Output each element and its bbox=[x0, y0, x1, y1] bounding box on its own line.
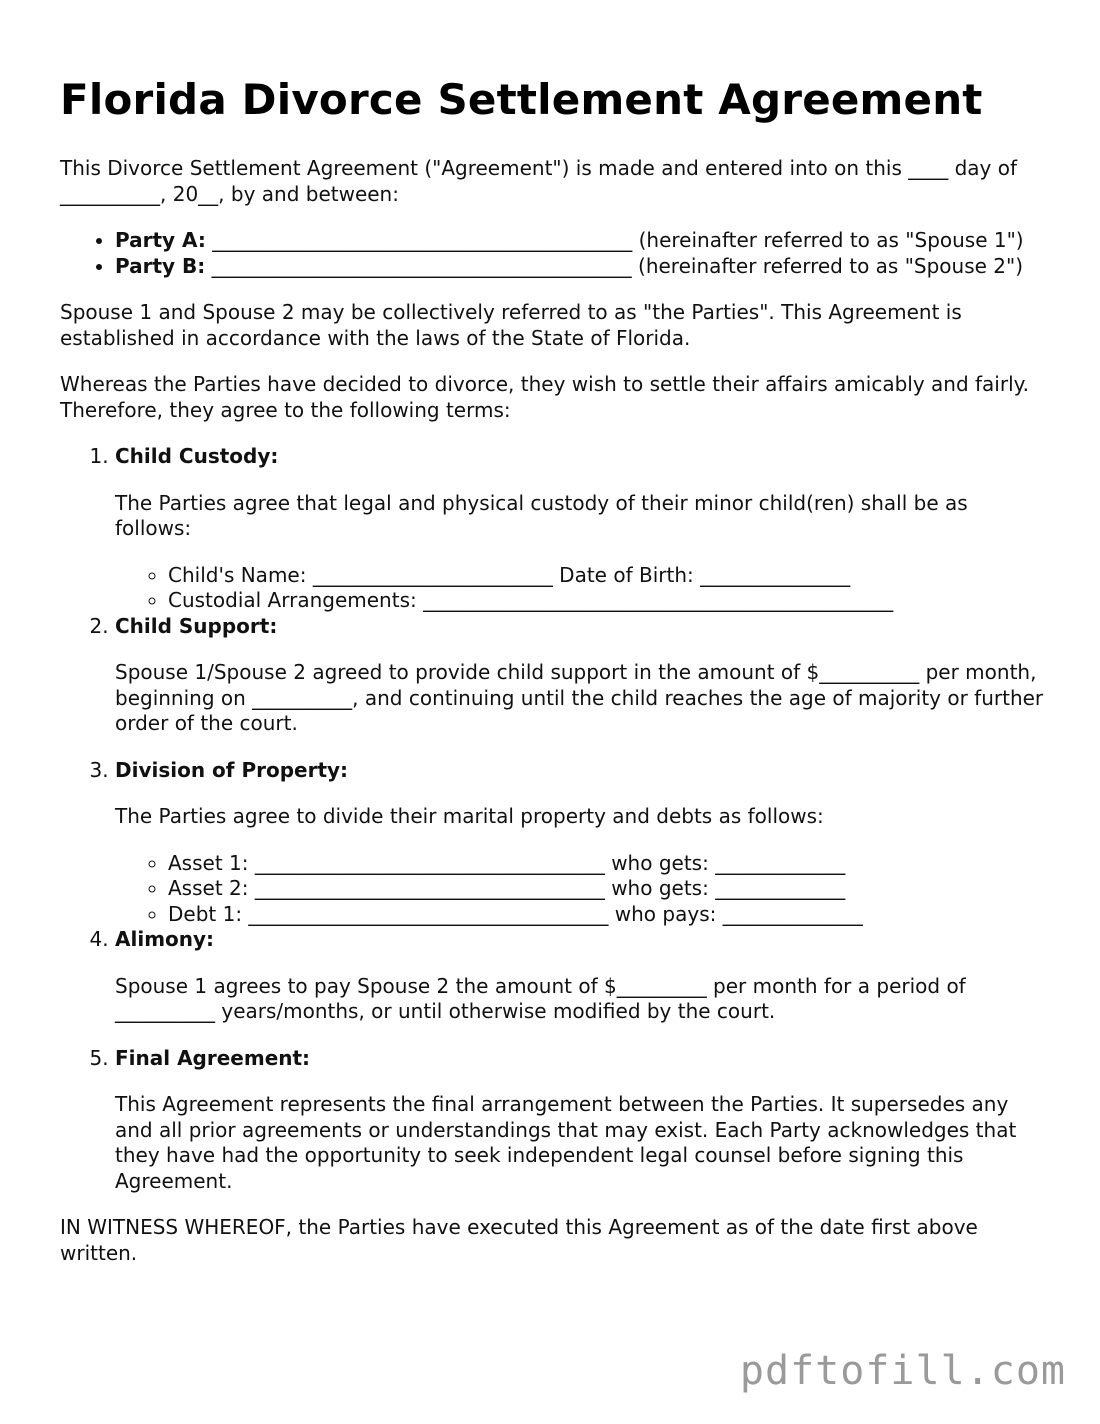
property-fields-list bbox=[115, 851, 1045, 928]
property-field-debt-1: ◦ Debt 1: ____________________________________ who pays: ______________ bbox=[168, 902, 1045, 928]
term-division-property bbox=[115, 758, 1045, 928]
property-field-asset-1: ◦ Asset 1: ___________________________________ who gets: _____________ bbox=[168, 851, 1045, 877]
party-b-text: __________________________________________ (hereinafter referred to as "Spouse 2") bbox=[205, 253, 1024, 278]
term-text-division-property: The Parties agree to divide their marital property and debts as follows: bbox=[115, 804, 824, 828]
document-page bbox=[60, 72, 1045, 1287]
term-title-child-support: 2. Child Support: bbox=[115, 613, 278, 638]
property-field-asset-2: ◦ Asset 2: ___________________________________ who gets: _____________ bbox=[168, 876, 1045, 902]
term-final-agreement bbox=[115, 1046, 1045, 1195]
intro-paragraph: This Divorce Settlement Agreement ("Agreement") is made and entered into on this ____ day of __________, 20__, by and between: bbox=[60, 156, 1018, 206]
whereas-paragraph: Whereas the Parties have decided to divorce, they wish to settle their affairs amicably and fairly. Therefore, they agree to the following terms: bbox=[60, 372, 1029, 422]
term-text-child-support: Spouse 1/Spouse 2 agreed to provide child support in the amount of $__________ per month, beginning on __________, and continuing until the child reaches the age of majority or further order of the court. bbox=[115, 660, 1044, 735]
term-title-division-property: 3. Division of Property: bbox=[115, 757, 349, 782]
custody-fields-list bbox=[115, 563, 1045, 614]
witness-paragraph: IN WITNESS WHEREOF, the Parties have executed this Agreement as of the date first above written. bbox=[60, 1215, 978, 1265]
watermark-text: pdftofill.com bbox=[739, 1348, 1066, 1394]
term-text-alimony: Spouse 1 agrees to pay Spouse 2 the amount of $_________ per month for a period of __________ years/months, or until otherwise modified by the court. bbox=[115, 973, 966, 1023]
term-title-alimony: 4. Alimony: bbox=[115, 927, 215, 951]
term-child-support bbox=[115, 614, 1045, 737]
party-b-item bbox=[115, 254, 1045, 280]
custody-field-arrangements: ◦ Custodial Arrangements: _______________________________________________ bbox=[168, 588, 1045, 614]
party-a-text: __________________________________________ (hereinafter referred to as "Spouse 1") bbox=[205, 228, 1024, 252]
party-a-item bbox=[115, 228, 1045, 254]
term-text-child-custody: The Parties agree that legal and physical custody of their minor child(ren) shall be as follows: bbox=[115, 490, 968, 540]
term-title-child-custody: 1. Child Custody: bbox=[115, 444, 279, 468]
term-alimony bbox=[115, 927, 1045, 1025]
term-text-final-agreement: This Agreement represents the final arrangement between the Parties. It supersedes any and all prior agreements or understandings that may exist. Each Party acknowledges that they have had the opportunity to seek independent legal counsel before signing this Agreement. bbox=[115, 1092, 1017, 1193]
term-title-final-agreement: 5. Final Agreement: bbox=[115, 1045, 311, 1070]
party-b-label: Party B: bbox=[115, 253, 206, 278]
custody-field-child-name: ◦ Child's Name: ________________________ Date of Birth: _______________ bbox=[168, 563, 1045, 589]
terms-list bbox=[60, 444, 1045, 1194]
party-a-label: Party A: bbox=[115, 228, 206, 252]
term-child-custody bbox=[115, 444, 1045, 614]
document-title: Florida Divorce Settlement Agreement bbox=[60, 75, 983, 124]
collective-paragraph: Spouse 1 and Spouse 2 may be collectively referred to as "the Parties". This Agreement is established in accordance with the laws of the State of Florida. bbox=[60, 300, 962, 350]
parties-list bbox=[60, 228, 1045, 279]
